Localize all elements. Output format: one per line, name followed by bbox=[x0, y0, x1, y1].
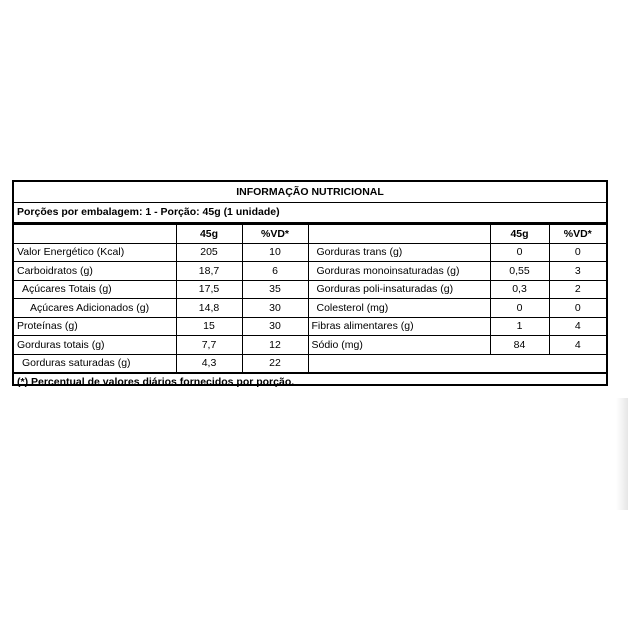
nutrient-dv: 10 bbox=[242, 243, 308, 262]
header-amount-right: 45g bbox=[490, 225, 549, 243]
nutrient-dv: 30 bbox=[242, 317, 308, 336]
nutrient-amount: 18,7 bbox=[176, 262, 242, 281]
nutrition-table bbox=[14, 225, 606, 372]
nutrient-amount: 14,8 bbox=[176, 299, 242, 318]
nutrient-amount: 17,5 bbox=[176, 280, 242, 299]
nutrient-dv: 12 bbox=[242, 336, 308, 355]
nutrient-dv: 2 bbox=[549, 280, 606, 299]
nutrient-amount: 84 bbox=[490, 336, 549, 355]
header-blank-right bbox=[308, 225, 490, 243]
table-row bbox=[14, 317, 606, 336]
nutrient-label: Carboidratos (g) bbox=[14, 262, 176, 281]
table-row bbox=[14, 243, 606, 262]
nutrient-label: Gorduras monoinsaturadas (g) bbox=[308, 262, 490, 281]
nutrient-label: Proteínas (g) bbox=[14, 317, 176, 336]
nutrient-dv: 0 bbox=[549, 299, 606, 318]
header-dv-left: %VD* bbox=[242, 225, 308, 243]
header-dv-right: %VD* bbox=[549, 225, 606, 243]
edge-shadow bbox=[616, 398, 628, 510]
nutrient-label: Fibras alimentares (g) bbox=[308, 317, 490, 336]
nutrient-label: Colesterol (mg) bbox=[308, 299, 490, 318]
nutrient-amount: 7,7 bbox=[176, 336, 242, 355]
nutrient-amount: 0 bbox=[490, 299, 549, 318]
table-row bbox=[14, 336, 606, 355]
nutrient-dv: 22 bbox=[242, 354, 308, 372]
nutrient-label: Sódio (mg) bbox=[308, 336, 490, 355]
panel-title: INFORMAÇÃO NUTRICIONAL bbox=[14, 182, 606, 203]
nutrient-label: Gorduras poli-insaturadas (g) bbox=[308, 280, 490, 299]
table-header-row bbox=[14, 225, 606, 243]
nutrient-dv: 4 bbox=[549, 336, 606, 355]
nutrient-amount: 1 bbox=[490, 317, 549, 336]
nutrient-amount: 0 bbox=[490, 243, 549, 262]
table-row bbox=[14, 280, 606, 299]
portion-info: Porções por embalagem: 1 - Porção: 45g (1 unidade) bbox=[14, 203, 606, 225]
table-row bbox=[14, 299, 606, 318]
footnote: (*) Percentual de valores diários fornecidos por porção. bbox=[14, 372, 606, 391]
nutrient-amount: 4,3 bbox=[176, 354, 242, 372]
nutrient-dv: 3 bbox=[549, 262, 606, 281]
nutrient-dv: 6 bbox=[242, 262, 308, 281]
nutrient-dv: 4 bbox=[549, 317, 606, 336]
nutrient-label: Gorduras trans (g) bbox=[308, 243, 490, 262]
nutrient-amount: 15 bbox=[176, 317, 242, 336]
nutrient-dv: 35 bbox=[242, 280, 308, 299]
nutrient-dv: 30 bbox=[242, 299, 308, 318]
table-row bbox=[14, 262, 606, 281]
nutrient-amount: 0,3 bbox=[490, 280, 549, 299]
header-blank-left bbox=[14, 225, 176, 243]
nutrient-label: Gorduras saturadas (g) bbox=[14, 354, 176, 372]
nutrient-label: Açúcares Adicionados (g) bbox=[14, 299, 176, 318]
nutrient-amount: 205 bbox=[176, 243, 242, 262]
empty-cell bbox=[308, 354, 606, 372]
nutrient-amount: 0,55 bbox=[490, 262, 549, 281]
header-amount-left: 45g bbox=[176, 225, 242, 243]
nutrient-label: Açúcares Totais (g) bbox=[14, 280, 176, 299]
nutrient-label: Gorduras totais (g) bbox=[14, 336, 176, 355]
table-row bbox=[14, 354, 606, 372]
nutrient-dv: 0 bbox=[549, 243, 606, 262]
nutrient-label: Valor Energético (Kcal) bbox=[14, 243, 176, 262]
nutrition-facts-panel bbox=[12, 180, 608, 386]
